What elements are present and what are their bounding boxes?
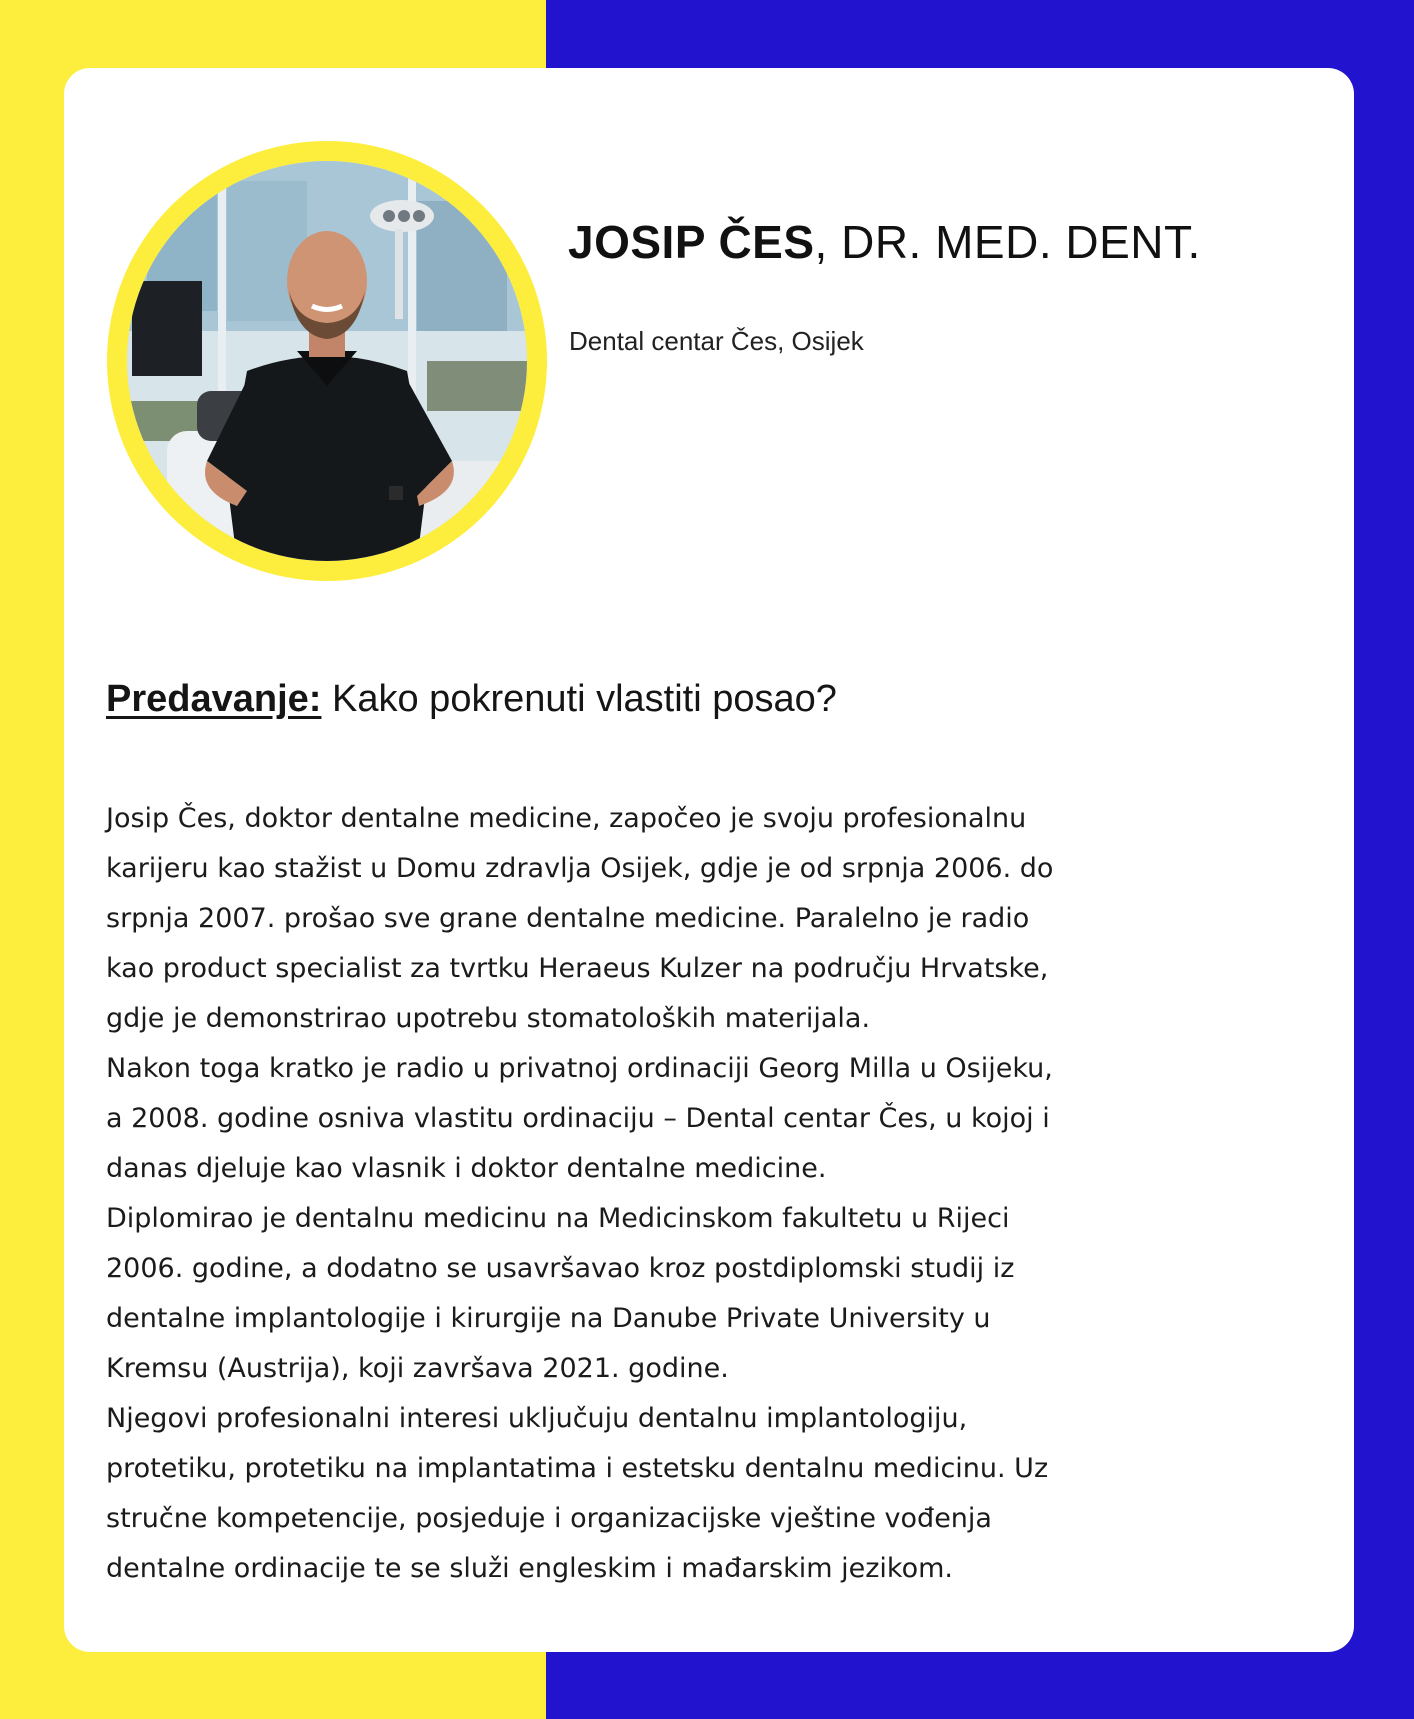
bio-line: 2006. godine, a dodatno se usavršavao kroz postdiplomski studij iz	[106, 1253, 1015, 1284]
bio-line: Diplomirao je dentalnu medicinu na Medicinskom fakultetu u Rijeci	[106, 1203, 1010, 1234]
bio-line: protetiku, protetiku na implantatima i estetsku dentalnu medicinu. Uz	[106, 1453, 1049, 1484]
bio-line: Nakon toga kratko je radio u privatnoj ordinaciji Georg Milla u Osijeku,	[106, 1053, 1053, 1084]
bio-line: stručne kompetencije, posjeduje i organizacijske vještine vođenja	[106, 1503, 992, 1534]
bio-line: danas djeluje kao vlasnik i doktor dentalne medicine.	[106, 1153, 827, 1184]
bio-line: srpnja 2007. prošao sve grane dentalne medicine. Paralelno je radio	[106, 903, 1030, 934]
speaker-portrait	[127, 161, 527, 561]
bio-line: dentalne ordinacije te se služi engleskim i mađarskim jezikom.	[106, 1553, 953, 1584]
speaker-title-suffix: , DR. MED. DENT.	[814, 216, 1201, 268]
bio-line: Njegovi profesionalni interesi uključuju dentalnu implantologiju,	[106, 1403, 968, 1434]
bio-line: gdje je demonstrirao upotrebu stomatoloških materijala.	[106, 1003, 871, 1034]
speaker-affiliation: Dental centar Čes, Osijek	[569, 326, 864, 356]
speaker-name-heading	[568, 215, 1201, 269]
lecture-heading	[106, 678, 837, 721]
bio-line: karijeru kao stažist u Domu zdravlja Osijek, gdje je od srpnja 2006. do	[106, 853, 1054, 884]
portrait-illustration	[127, 161, 527, 561]
lecture-title: Kako pokrenuti vlastiti posao?	[332, 678, 837, 720]
bio-line: kao product specialist za tvrtku Heraeus Kulzer na području Hrvatske,	[106, 953, 1049, 984]
bio-line: Kremsu (Austrija), koji završava 2021. godine.	[106, 1353, 729, 1384]
lecture-label: Predavanje:	[106, 678, 322, 720]
bio-line: a 2008. godine osniva vlastitu ordinaciju – Dental centar Čes, u kojoj i	[106, 1103, 1050, 1134]
bio-line: Josip Čes, doktor dentalne medicine, započeo je svoju profesionalnu	[106, 803, 1027, 834]
speaker-name: JOSIP ČES	[568, 216, 815, 268]
bio-line: dentalne implantologije i kirurgije na Danube Private University u	[106, 1303, 991, 1334]
speaker-biography	[106, 794, 1306, 1594]
